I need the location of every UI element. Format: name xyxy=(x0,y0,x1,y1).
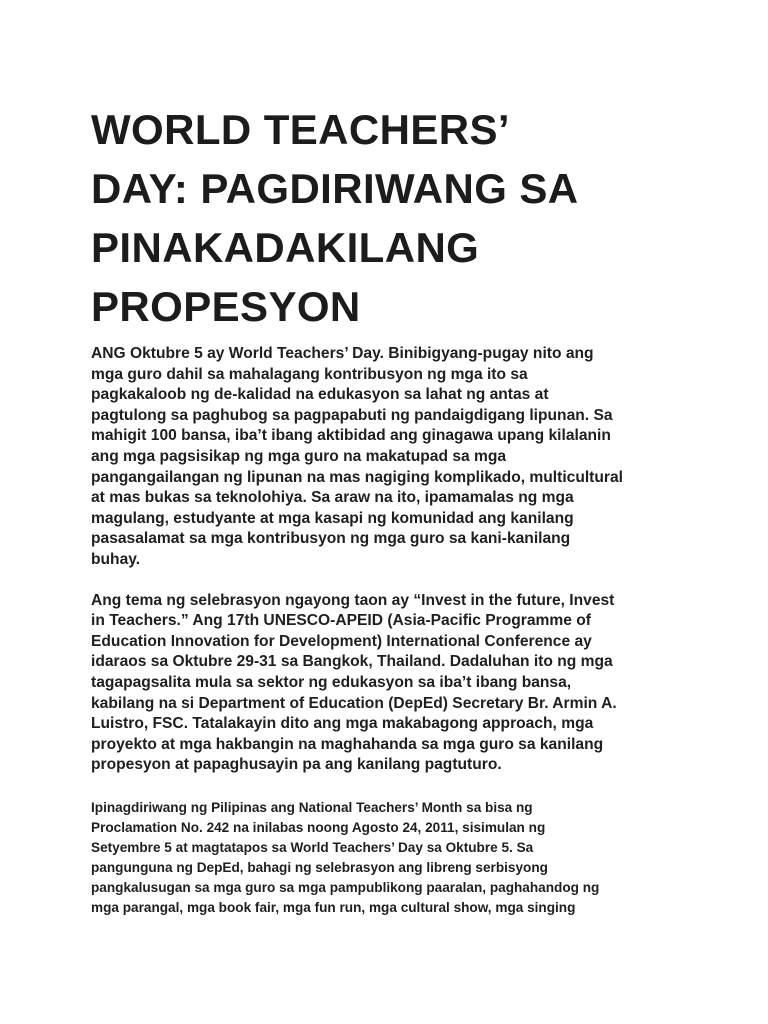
article-title: WORLD TEACHERS’ DAY: PAGDIRIWANG SA PINAKADAKILANG PROPESYON xyxy=(91,106,579,330)
paragraph-theme-conference: Ang tema ng selebrasyon ngayong taon ay “Invest in the future, Invest in Teachers.” Ang 17th UNESCO-APEID (Asia-Pacific Programme of Education Innovation for Development) International Conference ay idaraos sa Oktubre 29-31 sa Bangkok, Thailand. Dadaluhan ito ng mga tagapagsalita mula sa sektor ng edukasyon sa iba’t ibang bansa, kabilang na si Department of Education (DepEd) Secretary Br. Armin A. Luistro, FSC. Tatalakayin dito ang mga makabagong approach, mga proyekto at mga hakbangin na maghahanda sa mga guro sa kanilang propesyon at papaghusayin pa ang kanilang pagtuturo. xyxy=(91,591,617,774)
paragraph-national-teachers-month: Ipinagdiriwang ng Pilipinas ang National Teachers’ Month sa bisa ng Proclamation No. 242 na inilabas noong Agosto 24, 2011, sisimulan ng Setyembre 5 at magtatapos sa World Teachers’ Day sa Oktubre 5. Sa pangunguna ng DepEd, bahagi ng selebrasyon ang libreng serbisyong pangkalusugan sa mga guro sa mga pampublikong paaralan, paghahandog ng mga parangal, mga book fair, mga fun run, mga cultural show, mga singing xyxy=(91,799,600,916)
paragraph-world-teachers-day: ANG Oktubre 5 ay World Teachers’ Day. Binibigyang-pugay nito ang mga guro dahil sa mahalagang kontribusyon ng mga ito sa pagkakaloob ng de-kalidad na edukasyon sa lahat ng antas at pagtulong sa paghubog sa pagpapabuti ng pandaigdigang lipunan. Sa mahigit 100 bansa, iba’t ibang aktibidad ang ginagawa upang kilalanin ang mga pagsisikap ng mga guro na makatupad sa mga pangangailangan ng lipunan na mas nagiging komplikado, multicultural at mas bukas sa teknolohiya. Sa araw na ito, ipamamalas ng mga magulang, estudyante at mga kasapi ng komunidad ang kanilang pasasalamat sa mga kontribusyon ng mga guro sa kani-kanilang buhay. xyxy=(91,345,623,568)
document-page xyxy=(91,0,691,918)
